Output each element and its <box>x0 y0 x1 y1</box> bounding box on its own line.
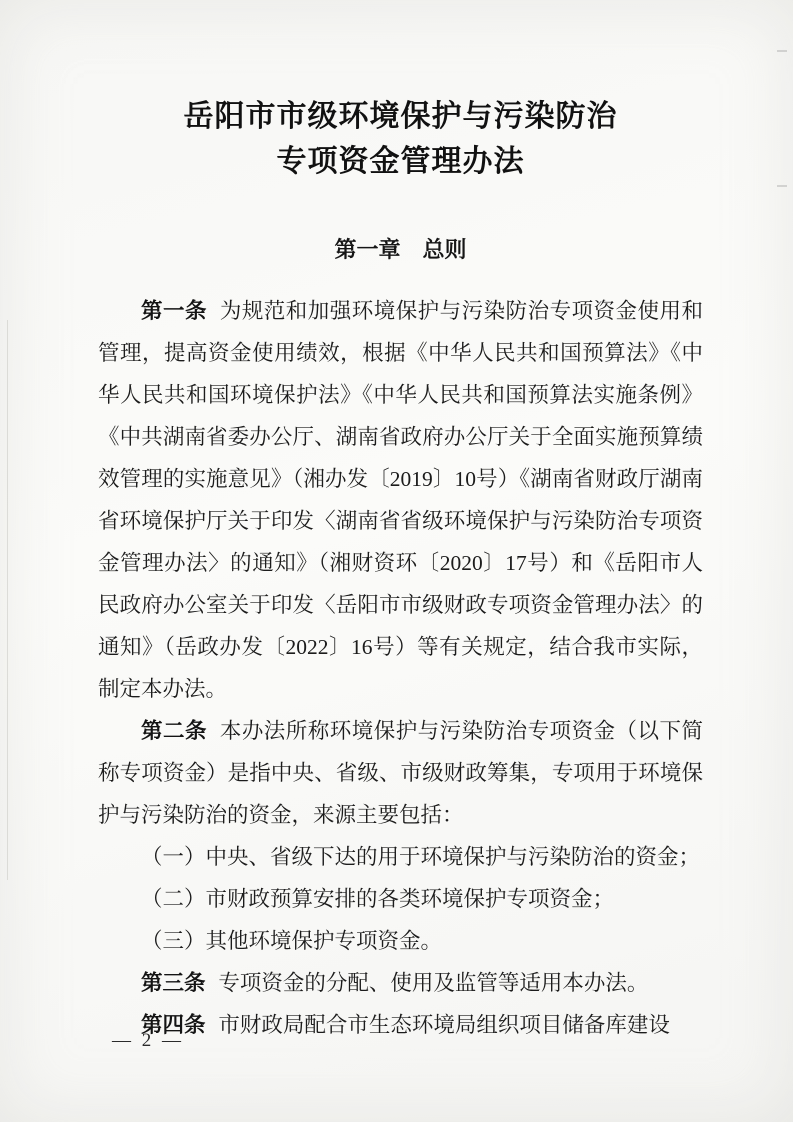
article-label: 第二条 <box>141 719 207 743</box>
paragraph-article-2 <box>98 710 703 836</box>
scan-artifact-line <box>7 320 8 880</box>
scan-artifact-speck <box>777 50 787 52</box>
document-title <box>98 94 703 184</box>
list-item-text: （二）市财政预算安排的各类环境保护专项资金； <box>141 887 615 911</box>
paragraph-list-item-2 <box>98 878 703 920</box>
page-number: — 2 — <box>112 1030 184 1051</box>
article-label: 第四条 <box>141 1013 206 1037</box>
article-label: 第一条 <box>141 299 207 323</box>
document-title-line1: 岳阳市市级环境保护与污染防治 <box>183 100 618 133</box>
paragraph-list-item-1 <box>98 836 703 878</box>
article-text: 为规范和加强环境保护与污染防治专项资金使用和管理，提高资金使用绩效，根据《中华人民共和国预算法》《中华人民共和国环境保护法》《中华人民共和国预算法实施条例》《中共湖南省委办公厅、湖南省政府办公厅关于全面实施预算绩效管理的实施意见》（湘办发〔2019〕10号）《湖南省财政厅湖南省环境保护厅关于印发〈湖南省省级环境保护与污染防治专项资金管理办法〉的通知》（湘财资环〔2020〕17号）和《岳阳市人民政府办公室关于印发〈岳阳市市级财政专项资金管理办法〉的通知》（岳政办发〔2022〕16号）等有关规定，结合我市实际，制定本办法。 <box>98 299 703 701</box>
document-title-line2: 专项资金管理办法 <box>276 145 525 178</box>
scan-artifact-speck <box>777 185 787 187</box>
paragraph-article-1 <box>98 290 703 710</box>
article-text: 专项资金的分配、使用及监管等适用本办法。 <box>218 971 649 995</box>
document-body <box>98 290 703 1046</box>
paragraph-article-3 <box>98 962 703 1004</box>
paragraph-article-4 <box>98 1004 703 1046</box>
list-item-text: （三）其他环境保护专项资金。 <box>141 929 443 953</box>
paragraph-list-item-3 <box>98 920 703 962</box>
chapter-heading: 第一章 总则 <box>334 237 467 262</box>
document-content <box>98 0 703 1046</box>
article-text: 市财政局配合市生态环境局组织项目储备库建设 <box>218 1013 670 1037</box>
list-item-text: （一）中央、省级下达的用于环境保护与污染防治的资金； <box>141 845 701 869</box>
article-text: 本办法所称环境保护与污染防治专项资金（以下简称专项资金）是指中央、省级、市级财政筹集，专项用于环境保护与污染防治的资金，来源主要包括： <box>98 719 703 827</box>
article-label: 第三条 <box>141 971 206 995</box>
